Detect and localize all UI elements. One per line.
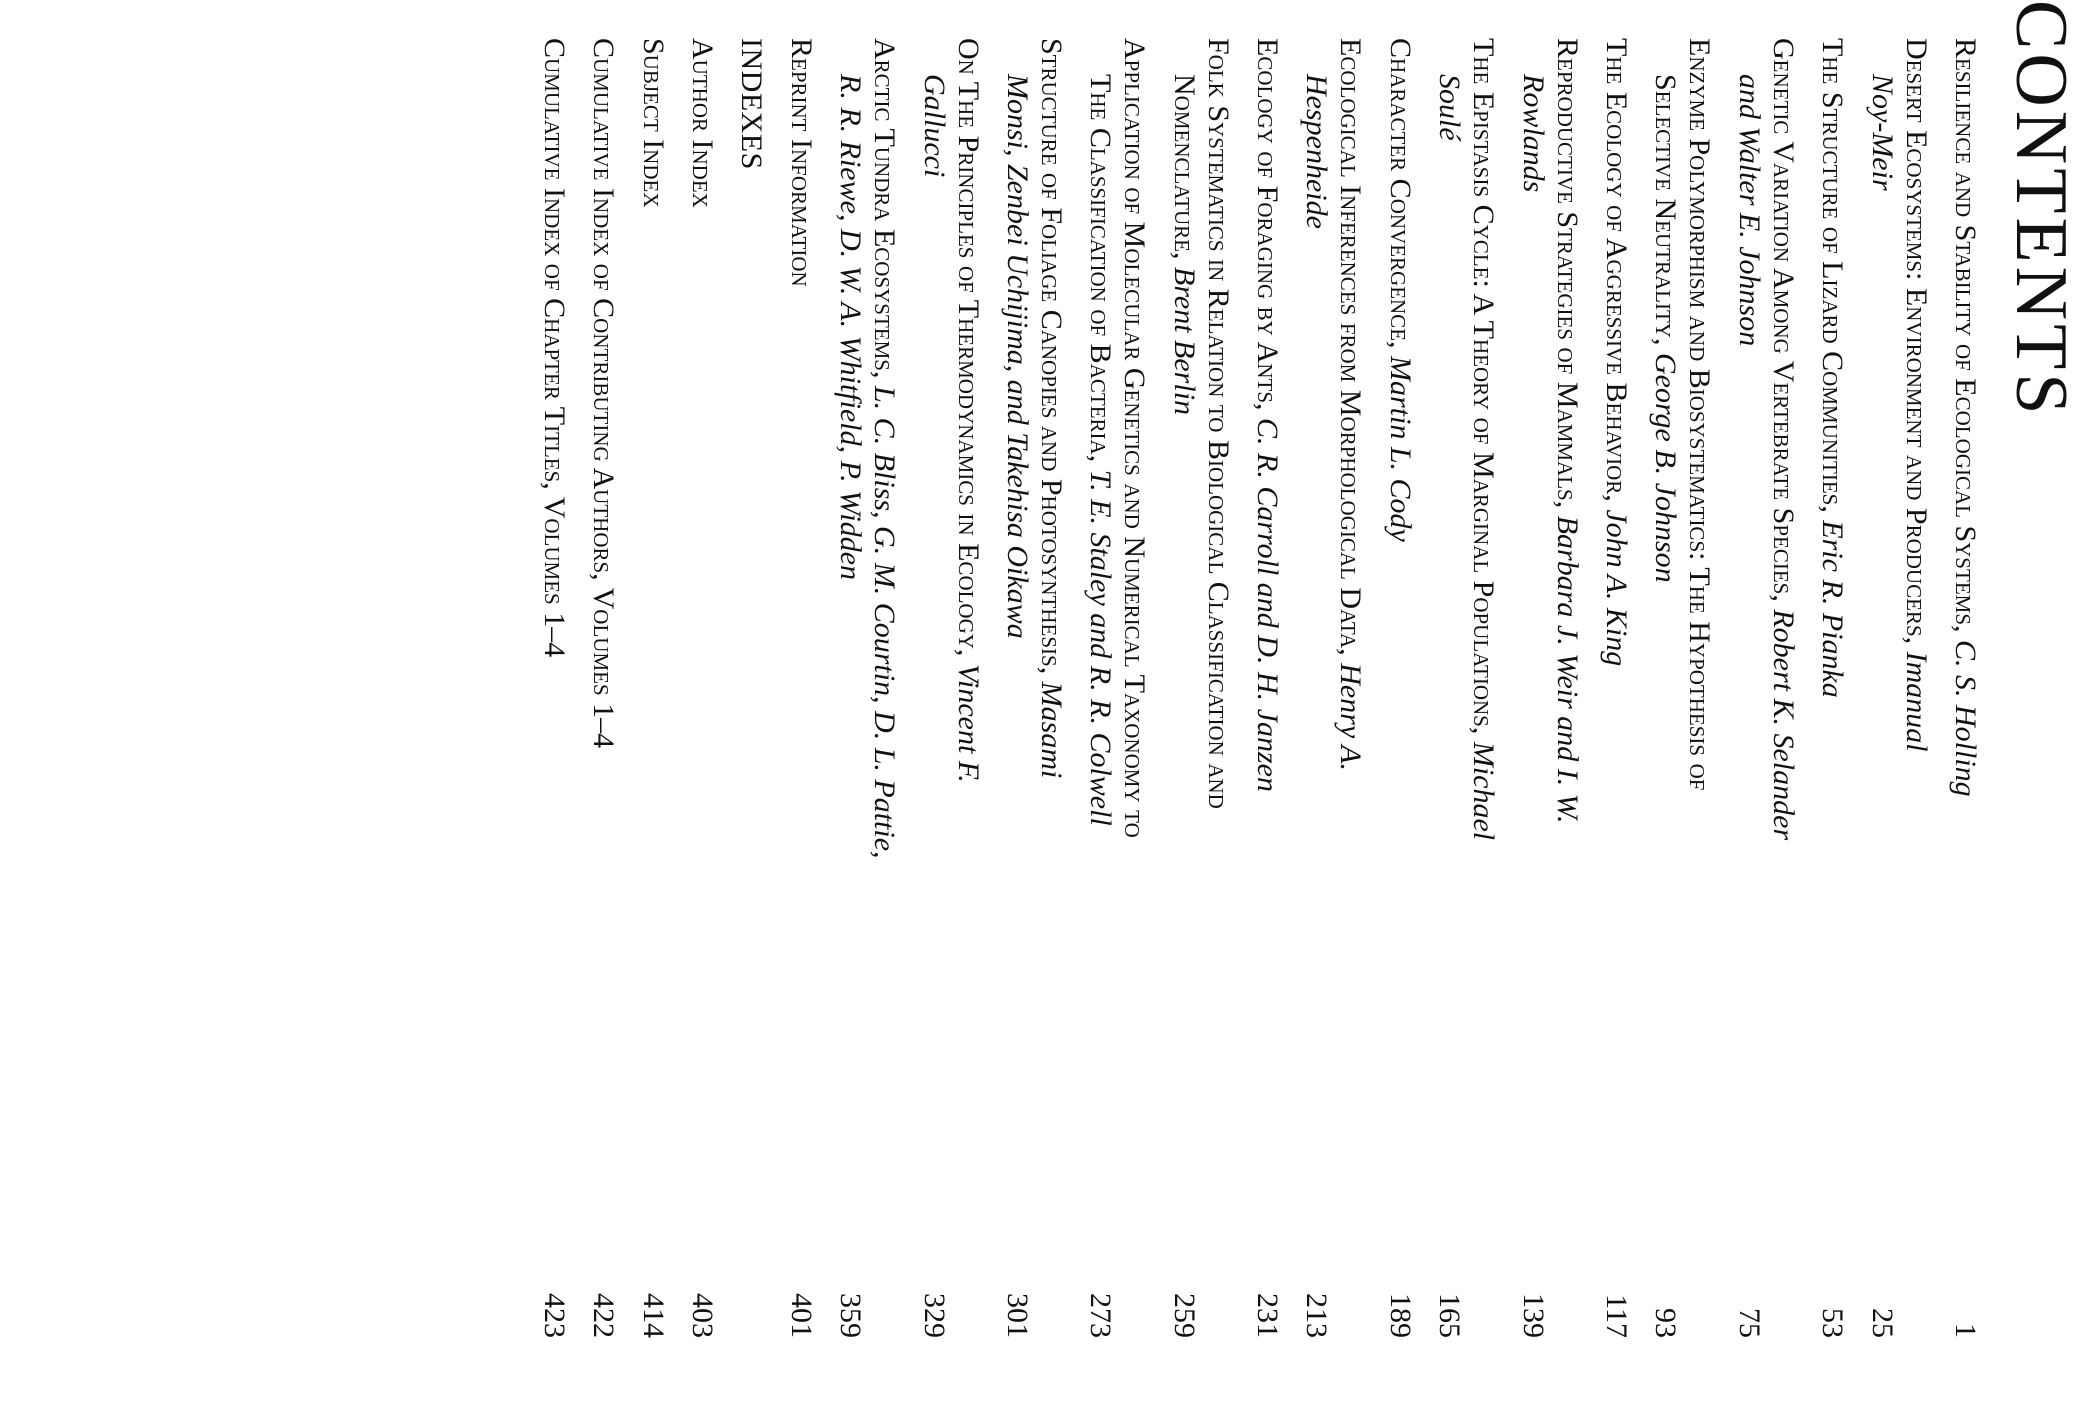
chapter-title: Character Convergence, xyxy=(1383,38,1417,349)
chapter-authors: Eric R. Pianka xyxy=(1816,520,1850,698)
index-entry xyxy=(636,38,670,1338)
chapter-title-continued: The Classification of Bacteria, xyxy=(1084,74,1118,463)
page-number: 139 xyxy=(1516,1293,1550,1338)
indexes-heading: INDEXES xyxy=(735,38,769,170)
page-number: 25 xyxy=(1865,1308,1899,1338)
chapter-authors: Henry A. xyxy=(1334,663,1368,771)
toc-entry xyxy=(1732,38,1800,1338)
index-entry xyxy=(685,38,719,1338)
page-number: 53 xyxy=(1816,1308,1850,1338)
page-number: 301 xyxy=(1000,1293,1034,1338)
page-number: 1 xyxy=(1949,1323,1982,1338)
toc-entry-line xyxy=(1466,38,1500,1198)
page-number: 273 xyxy=(1084,1293,1118,1338)
toc-entry xyxy=(784,38,818,1338)
toc-entry-line xyxy=(1383,38,1417,1198)
toc-entry-continuation xyxy=(1732,38,1766,1198)
chapter-title: Desert Ecosystems: Environment and Producers, xyxy=(1899,38,1933,645)
chapter-authors: Michael xyxy=(1467,741,1501,841)
chapter-title: The Ecology of Aggressive Behavior, xyxy=(1600,38,1634,502)
toc-entry xyxy=(1516,38,1584,1338)
chapter-authors: Brent Berlin xyxy=(1167,267,1201,416)
index-title: Author Index xyxy=(685,38,719,208)
chapter-title-continued: Nomenclature, xyxy=(1167,74,1201,260)
toc-entry xyxy=(1599,38,1633,1338)
page-number: 75 xyxy=(1732,1308,1766,1338)
toc-entry-line xyxy=(1815,38,1849,1198)
index-title: Cumulative Index of Chapter Titles, Volumes 1–4 xyxy=(537,38,571,658)
chapter-title: The Epistasis Cycle: A Theory of Marginal Populations, xyxy=(1467,38,1501,735)
toc-entry-continuation xyxy=(917,38,951,1198)
toc-entry-line xyxy=(1682,38,1716,1198)
page-number: 423 xyxy=(537,1293,571,1338)
chapter-title: Ecological Inferences from Morphological Data, xyxy=(1334,38,1368,656)
index-entry xyxy=(586,38,620,1338)
table-of-contents xyxy=(521,38,1982,1338)
toc-entry xyxy=(1383,38,1417,1338)
toc-entry-line xyxy=(1766,38,1800,1198)
page-number: 422 xyxy=(587,1293,621,1338)
page-number: 189 xyxy=(1383,1293,1417,1338)
toc-entry-continuation xyxy=(1167,38,1201,1198)
page-number: 259 xyxy=(1167,1293,1201,1338)
toc-entry-line xyxy=(1117,38,1151,1198)
chapter-authors: Barbara J. Weir and I. W. xyxy=(1550,515,1584,824)
index-entry-line xyxy=(586,38,620,1198)
page-number: 165 xyxy=(1433,1293,1467,1338)
chapter-authors-continued: R. R. Riewe, D. W. A. Whitfield, P. Widden xyxy=(834,74,868,581)
toc-entry xyxy=(917,38,985,1338)
toc-entry xyxy=(1000,38,1068,1338)
toc-entry-continuation xyxy=(1083,38,1117,1198)
chapter-title-continued: Selective Neutrality, xyxy=(1649,74,1683,346)
toc-entry-continuation xyxy=(833,38,867,1198)
chapter-authors: Robert K. Selander xyxy=(1766,609,1800,841)
page-number: 231 xyxy=(1251,1293,1285,1338)
chapter-title: Application of Molecular Genetics and Numerical Taxonomy to xyxy=(1118,38,1152,838)
chapter-title: On The Principles of Thermodynamics in Ecology, xyxy=(951,38,985,657)
chapter-authors-continued: Monsi, Zenbei Uchijima, and Takehisa Oikawa xyxy=(1000,74,1034,639)
index-entry-line xyxy=(685,38,719,1198)
page-number: 213 xyxy=(1300,1293,1334,1338)
toc-entry-continuation xyxy=(1648,38,1682,1198)
chapter-title: Arctic Tundra Ecosystems, xyxy=(868,38,902,379)
toc-entry xyxy=(1432,38,1500,1338)
toc-entry-continuation xyxy=(1865,38,1899,1198)
chapter-authors: Masami xyxy=(1034,681,1068,779)
chapter-authors: Vincent F. xyxy=(951,663,985,783)
chapter-authors-continued: Rowlands xyxy=(1516,74,1550,193)
chapter-authors-continued: Soulé xyxy=(1433,74,1467,141)
toc-entry xyxy=(1167,38,1235,1338)
chapter-authors: Martin L. Cody xyxy=(1383,356,1417,542)
toc-entry-line xyxy=(1599,38,1633,1198)
chapter-title: Resilience and Stability of Ecological Systems, xyxy=(1949,38,1982,633)
chapter-authors: L. C. Bliss, G. M. Courtin, D. L. Pattie, xyxy=(868,386,902,859)
toc-entry-line xyxy=(1250,38,1284,1198)
index-title: Subject Index xyxy=(636,38,670,208)
page-number: 414 xyxy=(636,1293,670,1338)
contents-heading: CONTENTS xyxy=(2000,0,2082,419)
toc-entry xyxy=(1815,38,1849,1338)
chapter-title: Structure of Foliage Canopies and Photosynthesis, xyxy=(1034,38,1068,675)
toc-entry-continuation xyxy=(1516,38,1550,1198)
toc-entry-line xyxy=(1333,38,1367,1198)
chapter-title: Enzyme Polymorphism and Biosystematics: The Hypothesis of xyxy=(1683,38,1717,791)
chapter-authors: Imanual xyxy=(1899,651,1933,752)
index-entry xyxy=(537,38,571,1338)
toc-entry-line xyxy=(1550,38,1584,1198)
chapter-title: Ecology of Foraging by Ants, xyxy=(1251,38,1285,411)
chapter-authors: John A. King xyxy=(1600,509,1634,667)
toc-entry-line xyxy=(1034,38,1068,1198)
chapter-authors-continued: Gallucci xyxy=(917,74,951,178)
toc-entry-line xyxy=(784,38,818,1198)
toc-entry xyxy=(1299,38,1367,1338)
toc-entry-line xyxy=(867,38,901,1198)
chapter-authors-continued: Noy-Meir xyxy=(1865,74,1899,191)
toc-entry-continuation xyxy=(1432,38,1466,1198)
page-number: 329 xyxy=(917,1293,951,1338)
toc-entry-line xyxy=(951,38,985,1198)
index-title: Cumulative Index of Contributing Authors, Volumes 1–4 xyxy=(587,38,621,749)
chapter-authors-continued: Hespenheide xyxy=(1300,74,1334,229)
page-number: 403 xyxy=(685,1293,719,1338)
toc-entry xyxy=(1865,38,1933,1338)
page-number: 359 xyxy=(834,1293,868,1338)
toc-entry xyxy=(1648,38,1716,1338)
toc-entry-continuation xyxy=(1299,38,1333,1198)
page-number: 117 xyxy=(1600,1294,1634,1338)
toc-entry xyxy=(1083,38,1151,1338)
chapter-title: Folk Systematics in Relation to Biological Classification and xyxy=(1201,38,1235,809)
toc-entry-line xyxy=(1948,38,1982,1198)
chapter-title: The Structure of Lizard Communities, xyxy=(1816,38,1850,513)
chapter-authors-continued: and Walter E. Johnson xyxy=(1732,74,1766,347)
index-entry-line xyxy=(636,38,670,1198)
chapter-authors: George B. Johnson xyxy=(1649,352,1683,583)
page-number: 93 xyxy=(1649,1308,1683,1338)
index-entry-line xyxy=(537,38,571,1198)
chapter-title: Reprint Information xyxy=(784,38,818,287)
chapter-authors: T. E. Staley and R. R. Colwell xyxy=(1084,469,1118,826)
chapter-title: Reproductive Strategies of Mammals, xyxy=(1550,38,1584,509)
chapter-authors: C. R. Carroll and D. H. Janzen xyxy=(1251,418,1285,792)
toc-entry-line xyxy=(1899,38,1933,1198)
page-number: 401 xyxy=(784,1293,818,1338)
toc-entry-continuation xyxy=(1000,38,1034,1198)
chapter-title: Genetic Variation Among Vertebrate Species, xyxy=(1766,38,1800,602)
toc-entry-line xyxy=(1201,38,1235,1198)
toc-entry xyxy=(833,38,901,1338)
toc-entry xyxy=(1948,38,1982,1338)
toc-entry xyxy=(1250,38,1284,1338)
chapter-authors: C. S. Holling xyxy=(1949,640,1982,797)
